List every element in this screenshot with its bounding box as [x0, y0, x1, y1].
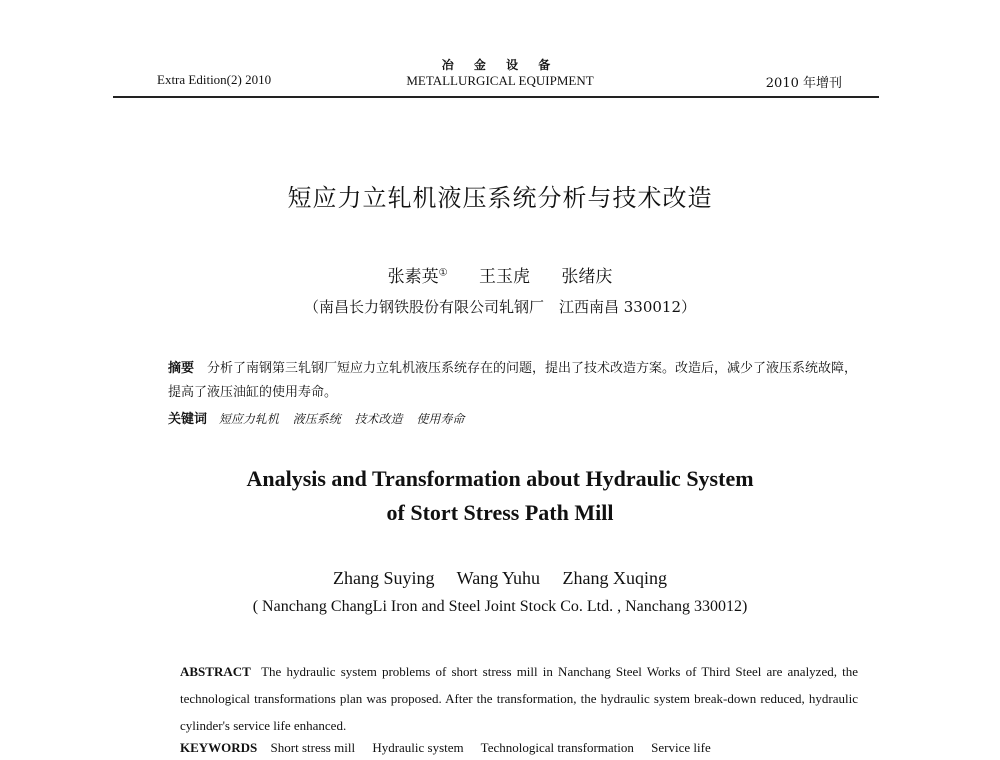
keywords-cn — [168, 408, 474, 427]
author-name: Zhang Suying — [332, 568, 435, 588]
author-name: Zhang Xuqing — [562, 568, 668, 588]
keyword: Technological transformation — [480, 740, 634, 755]
abstract-text-cn: 分析了南钢第三轧钢厂短应力立轧机液压系统存在的问题，提出了技术改造方案。改造后，减少了液压系统故障，提高了液压油缸的使用寿命。 — [168, 361, 858, 400]
keyword: Hydraulic system — [372, 740, 464, 755]
affiliation-cn: （南昌长力钢铁股份有限公司轧钢厂 江西南昌 330012） — [303, 298, 697, 316]
paper-title-en-line1: Analysis and Transformation about Hydraulic System — [246, 466, 754, 491]
keywords-label-en: KEYWORDS — [180, 740, 258, 755]
paper-title-en-line2: of Stort Stress Path Mill — [386, 500, 614, 525]
journal-title — [0, 56, 1000, 89]
author-name: 张素英 — [387, 267, 439, 287]
abstract-label-en: ABSTRACT — [180, 664, 251, 679]
author-name: 王玉虎 — [478, 267, 530, 287]
year-supplement-label: 2010 年增刊 — [765, 76, 842, 91]
paper-title-cn: 短应力立轧机液压系统分析与技术改造 — [287, 184, 713, 212]
keyword: Service life — [651, 740, 711, 755]
keywords-label-cn: 关键词 — [168, 412, 208, 427]
header-rule — [113, 96, 879, 98]
keywords-en — [180, 740, 725, 756]
author-list-en — [0, 568, 1000, 589]
author-name: Wang Yuhu — [456, 568, 541, 588]
keyword: 使用寿命 — [416, 412, 465, 426]
keyword: 技术改造 — [354, 412, 403, 426]
affiliation-en: ( Nanchang ChangLi Iron and Steel Joint Stock Co. Ltd. , Nanchang 330012) — [252, 598, 748, 615]
keyword: 液压系统 — [292, 412, 341, 426]
abstract-label-cn: 摘要 — [168, 361, 195, 376]
abstract-cn — [144, 357, 858, 405]
author-list-cn — [0, 262, 1000, 287]
keyword: Short stress mill — [270, 740, 356, 755]
journal-title-cn: 冶 金 设 备 — [441, 58, 559, 72]
abstract-en — [144, 658, 858, 739]
paper-title-en — [0, 462, 1000, 530]
footnote-mark: ① — [438, 267, 448, 279]
keyword: 短应力轧机 — [218, 412, 279, 426]
author-name: 张绪庆 — [561, 267, 613, 287]
abstract-text-en: The hydraulic system problems of short stress mill in Nanchang Steel Works of Third Steel are analyzed, the technological transformations plan was proposed. After the transformation, the hydraulic system break-down reduced, hydraulic cylinder's service life enhanced. — [180, 664, 859, 733]
journal-title-en: METALLURGICAL EQUIPMENT — [406, 73, 594, 88]
running-header — [0, 50, 1000, 102]
issue-label: Extra Edition(2) 2010 — [157, 72, 272, 87]
